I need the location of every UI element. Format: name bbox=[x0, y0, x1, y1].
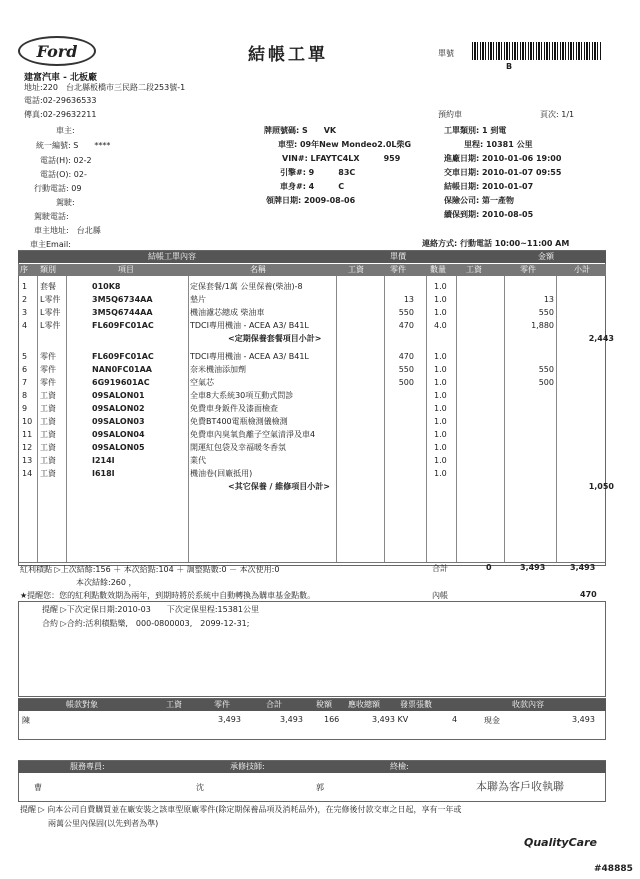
pay-method: 現金 bbox=[484, 716, 500, 725]
points-summary: 紅利積點 ▷上次結餘:156 ＋ 本次給點:104 ＋ 調整點數:0 － 本次使用:0 bbox=[20, 565, 280, 574]
insurer: 保險公司: 第一產物 bbox=[444, 196, 514, 205]
sign-col-advisor: 服務專員: bbox=[70, 762, 105, 771]
table-row bbox=[18, 402, 606, 415]
next-service: 提醒 ▷下次定保日期:2010-03 下次定保里程:15381公里 bbox=[42, 605, 259, 614]
body-no: 車身#: 4 C bbox=[280, 182, 345, 191]
cell-name: <定期保養套餐項目小計> bbox=[228, 334, 322, 343]
pay-target: 陳 bbox=[22, 716, 30, 725]
cell-seq: 8 bbox=[22, 391, 28, 400]
cell-parts-price: 500 bbox=[398, 378, 414, 387]
group-amount: 金額 bbox=[538, 252, 554, 261]
warranty-date: 續保到期: 2010-08-05 bbox=[444, 210, 534, 219]
total-label: 合計 bbox=[432, 564, 448, 573]
cell-type: 工資 bbox=[40, 417, 56, 426]
cell-seq: 11 bbox=[22, 430, 33, 439]
cell-name: 業代 bbox=[190, 456, 206, 465]
table-row bbox=[18, 319, 606, 332]
customer-copy-stamp: 本聯為客戶收執聯 bbox=[476, 780, 564, 793]
cell-seq: 3 bbox=[22, 308, 28, 317]
cell-parts-amt: 500 bbox=[538, 378, 554, 387]
total-sum: 3,493 bbox=[570, 563, 596, 572]
cell-qty: 1.0 bbox=[434, 430, 447, 439]
sign-col-tech: 承修技師: bbox=[230, 762, 265, 771]
col-labor-amt: 工資 bbox=[466, 265, 482, 274]
cell-type: 套餐 bbox=[40, 282, 56, 291]
cell-seq: 7 bbox=[22, 378, 28, 387]
in-date: 進廠日期: 2010-01-06 19:00 bbox=[444, 154, 562, 163]
col-type: 類別 bbox=[40, 265, 56, 274]
cell-name: 機油卷(回廠抵用) bbox=[190, 469, 253, 478]
reservation: 預約車 bbox=[438, 110, 462, 119]
cell-item: 09SALON02 bbox=[92, 404, 145, 413]
table-row bbox=[18, 376, 606, 389]
vin: VIN#: LFAYTC4LX 959 bbox=[282, 154, 401, 163]
cell-name: 免費車內臭氧負離子空氣清淨及車4 bbox=[190, 430, 316, 439]
pay-amount: 3,493 bbox=[572, 715, 595, 724]
cell-item: I618I bbox=[92, 469, 115, 478]
cell-name: TDCI專用機油 - ACEA A3/ B41L bbox=[190, 352, 309, 361]
pay-col-total: 合計 bbox=[266, 700, 282, 709]
cell-qty: 1.0 bbox=[434, 391, 447, 400]
cell-qty: 1.0 bbox=[434, 295, 447, 304]
reminder-frame bbox=[18, 601, 606, 697]
cell-name: 免費車身鈑件及漆面檢查 bbox=[190, 404, 278, 413]
cell-parts-price: 550 bbox=[398, 365, 414, 374]
pay-total: 3,493 bbox=[280, 715, 303, 724]
points-notice: ★提醒您：您的紅利點數效期為兩年，到期時將於系統中自動轉換為購車基金點數。 bbox=[20, 591, 316, 600]
pay-tax: 166 bbox=[324, 715, 340, 724]
total-parts: 3,493 bbox=[520, 563, 546, 572]
barcode bbox=[472, 42, 602, 60]
cell-name: 機油濾芯總成 柴油車 bbox=[190, 308, 265, 317]
mobile-phone: 行動電話: 09 bbox=[34, 184, 82, 193]
col-item: 項目 bbox=[118, 265, 134, 274]
table-row bbox=[18, 441, 606, 454]
cell-item: 3M5Q6744AA bbox=[92, 308, 153, 317]
cell-item: NAN0FC01AA bbox=[92, 365, 152, 374]
work-type: 工單類別: 1 到電 bbox=[444, 126, 507, 135]
cell-item: 09SALON04 bbox=[92, 430, 145, 439]
sign-col-inspect: 終檢: bbox=[390, 762, 409, 771]
total-labor: 0 bbox=[486, 563, 492, 572]
contract-info: 合約 ▷合約:活利積點樂, 000-0800003, 2099-12-31; bbox=[42, 619, 250, 628]
col-qty: 數量 bbox=[430, 265, 446, 274]
cell-parts-price: 13 bbox=[403, 295, 414, 304]
owner-label: 車主: bbox=[56, 126, 75, 135]
cell-qty: 4.0 bbox=[434, 321, 447, 330]
cell-type: 零件 bbox=[40, 352, 56, 361]
cell-item: 09SALON03 bbox=[92, 417, 145, 426]
table-row bbox=[18, 428, 606, 441]
cell-seq: 9 bbox=[22, 404, 28, 413]
cell-qty: 1.0 bbox=[434, 443, 447, 452]
tax-id: 統一編號: S **** bbox=[36, 141, 111, 150]
cell-seq: 4 bbox=[22, 321, 28, 330]
table-row bbox=[18, 306, 606, 319]
delivery-date: 領牌日期: 2009-08-06 bbox=[266, 196, 356, 205]
pay-invoices: 4 bbox=[452, 715, 458, 724]
pay-col-invoices: 發票張數 bbox=[400, 700, 432, 709]
payable-amount: 470 bbox=[580, 590, 597, 599]
group-content: 結帳工單內容 bbox=[148, 252, 196, 261]
table-row bbox=[18, 389, 606, 402]
cell-qty: 1.0 bbox=[434, 282, 447, 291]
cell-parts-price: 470 bbox=[398, 321, 414, 330]
cell-seq: 2 bbox=[22, 295, 28, 304]
cell-qty: 1.0 bbox=[434, 404, 447, 413]
driver-phone-label: 駕駛電話: bbox=[34, 212, 69, 221]
pay-col-parts: 零件 bbox=[214, 700, 230, 709]
col-parts-amt: 零件 bbox=[520, 265, 536, 274]
col-name: 名稱 bbox=[250, 265, 266, 274]
col-seq: 序 bbox=[20, 265, 28, 274]
dealer-name: 建富汽車 - 北板廠 bbox=[24, 73, 98, 83]
table-row bbox=[18, 350, 606, 363]
page-number: 頁次: 1/1 bbox=[540, 110, 575, 119]
cell-qty: 1.0 bbox=[434, 308, 447, 317]
page-title: 結帳工單 bbox=[248, 45, 328, 65]
cell-name: 免費BT400電瓶檢測儀檢測 bbox=[190, 417, 288, 426]
ford-logo: Ford bbox=[18, 36, 96, 66]
pay-col-target: 帳款對象 bbox=[66, 700, 98, 709]
inspector-name: 郭 bbox=[316, 783, 324, 792]
cell-type: 工資 bbox=[40, 443, 56, 452]
table-row bbox=[18, 467, 606, 480]
phone-home: 電話(H): 02-2 bbox=[40, 156, 92, 165]
cell-item: 09SALON01 bbox=[92, 391, 145, 400]
cell-parts-price: 550 bbox=[398, 308, 414, 317]
dealer-address: 地址:220 台北縣板橋市三民路二段253號-1 bbox=[24, 83, 186, 92]
pay-col-receivable: 應收總額 bbox=[348, 700, 380, 709]
col-parts-price: 零件 bbox=[390, 265, 406, 274]
cell-subtotal: 1,050 bbox=[588, 482, 614, 491]
cell-item: 09SALON05 bbox=[92, 443, 145, 452]
cell-type: L零件 bbox=[40, 321, 61, 330]
pay-parts: 3,493 bbox=[218, 715, 241, 724]
pay-col-labor: 工資 bbox=[166, 700, 182, 709]
cell-parts-amt: 550 bbox=[538, 365, 554, 374]
settle-date: 結帳日期: 2010-01-07 bbox=[444, 182, 534, 191]
cell-parts-amt: 550 bbox=[538, 308, 554, 317]
cell-seq: 1 bbox=[22, 282, 28, 291]
items-column-header bbox=[18, 264, 606, 276]
order-no: B bbox=[506, 62, 513, 71]
table-row bbox=[18, 293, 606, 306]
group-unit-price: 單價 bbox=[390, 252, 406, 261]
cell-item: 6G919601AC bbox=[92, 378, 150, 387]
mileage: 里程: 10381 公里 bbox=[464, 140, 533, 149]
subtotal-row bbox=[18, 332, 614, 345]
quality-care-logo: QualityCare bbox=[524, 836, 597, 849]
cell-seq: 5 bbox=[22, 352, 28, 361]
phone-office: 電話(O): 02- bbox=[40, 170, 87, 179]
cell-seq: 14 bbox=[22, 469, 33, 478]
pay-receivable: 3,493 KV bbox=[372, 715, 409, 724]
vehicle-model: 車型: 09年New Mondeo2.0L柴G bbox=[278, 140, 412, 149]
cell-qty: 1.0 bbox=[434, 378, 447, 387]
cell-qty: 1.0 bbox=[434, 417, 447, 426]
table-row bbox=[18, 363, 606, 376]
owner-email: 車主Email: bbox=[30, 240, 71, 249]
cell-name: 墊片 bbox=[190, 295, 206, 304]
cell-type: 零件 bbox=[40, 365, 56, 374]
technician-name: 沈 bbox=[196, 783, 204, 792]
pay-col-method: 收款內容 bbox=[512, 700, 544, 709]
col-labor-price: 工資 bbox=[348, 265, 364, 274]
driver-label: 駕駛: bbox=[56, 198, 75, 207]
cell-seq: 12 bbox=[22, 443, 33, 452]
cell-seq: 13 bbox=[22, 456, 33, 465]
cell-type: 工資 bbox=[40, 456, 56, 465]
cell-item: I214I bbox=[92, 456, 115, 465]
cell-type: L零件 bbox=[40, 295, 61, 304]
cell-type: 工資 bbox=[40, 430, 56, 439]
owner-address: 車主地址: 台北縣 bbox=[34, 226, 101, 235]
advisor-name: 曹 bbox=[34, 783, 42, 792]
cell-item: 010K8 bbox=[92, 282, 121, 291]
table-row bbox=[18, 415, 606, 428]
cell-name: <其它保養 / 維修項目小計> bbox=[228, 482, 330, 491]
items-group-header bbox=[18, 251, 606, 263]
footer-warranty-2: 兩萬公里內保固(以先到者為準) bbox=[48, 819, 159, 828]
out-date: 交車日期: 2010-01-07 09:55 bbox=[444, 168, 562, 177]
cell-item: FL609FC01AC bbox=[92, 352, 154, 361]
cell-name: 全車8大系統30項互動式問診 bbox=[190, 391, 294, 400]
cell-type: L零件 bbox=[40, 308, 61, 317]
cell-name: 定保套餐/1萬 公里保養(柴油)-8 bbox=[190, 282, 303, 291]
doc-code: #48885 bbox=[594, 864, 633, 874]
cell-name: 開運紅包袋及幸福暖冬香氛 bbox=[190, 443, 286, 452]
table-row bbox=[18, 280, 606, 293]
footer-warranty-1: 提醒 ▷ 向本公司自費購買並在廠安裝之該車型原廠零件(除定期保養品項及消耗品外)，在完修後付款交車之日起，享有一年或 bbox=[20, 805, 462, 814]
cell-item: 3M5Q6734AA bbox=[92, 295, 153, 304]
contact-method: 連絡方式: 行動電話 10:00~11:00 AM bbox=[422, 239, 570, 248]
payment-header bbox=[18, 699, 606, 711]
cell-qty: 1.0 bbox=[434, 456, 447, 465]
cell-item: FL609FC01AC bbox=[92, 321, 154, 330]
cell-name: TDCI專用機油 - ACEA A3/ B41L bbox=[190, 321, 309, 330]
table-row bbox=[18, 454, 606, 467]
sign-header bbox=[18, 761, 606, 773]
subtotal-row bbox=[18, 480, 614, 493]
cell-type: 工資 bbox=[40, 469, 56, 478]
cell-parts-amt: 13 bbox=[543, 295, 554, 304]
pay-col-tax: 稅額 bbox=[316, 700, 332, 709]
cell-subtotal: 2,443 bbox=[588, 334, 614, 343]
order-no-label: 單號 bbox=[438, 49, 454, 58]
payable-label: 內帳 bbox=[432, 591, 448, 600]
cell-qty: 1.0 bbox=[434, 469, 447, 478]
cell-name: 奈米機油添加劑 bbox=[190, 365, 246, 374]
cell-parts-amt: 1,880 bbox=[531, 321, 554, 330]
cell-name: 空氣芯 bbox=[190, 378, 214, 387]
cell-qty: 1.0 bbox=[434, 352, 447, 361]
points-balance: 本次結餘:260 ， bbox=[76, 578, 137, 587]
cell-type: 工資 bbox=[40, 391, 56, 400]
col-subtotal: 小計 bbox=[574, 265, 590, 274]
cell-qty: 1.0 bbox=[434, 365, 447, 374]
dealer-fax: 傳真:02-29632211 bbox=[24, 110, 97, 119]
cell-parts-price: 470 bbox=[398, 352, 414, 361]
cell-seq: 10 bbox=[22, 417, 33, 426]
cell-seq: 6 bbox=[22, 365, 28, 374]
engine-no: 引擎#: 9 83C bbox=[280, 168, 356, 177]
cell-type: 零件 bbox=[40, 378, 56, 387]
cell-type: 工資 bbox=[40, 404, 56, 413]
dealer-phone: 電話:02-29636533 bbox=[24, 96, 97, 105]
plate-number: 牌照號碼: S VK bbox=[264, 126, 337, 135]
